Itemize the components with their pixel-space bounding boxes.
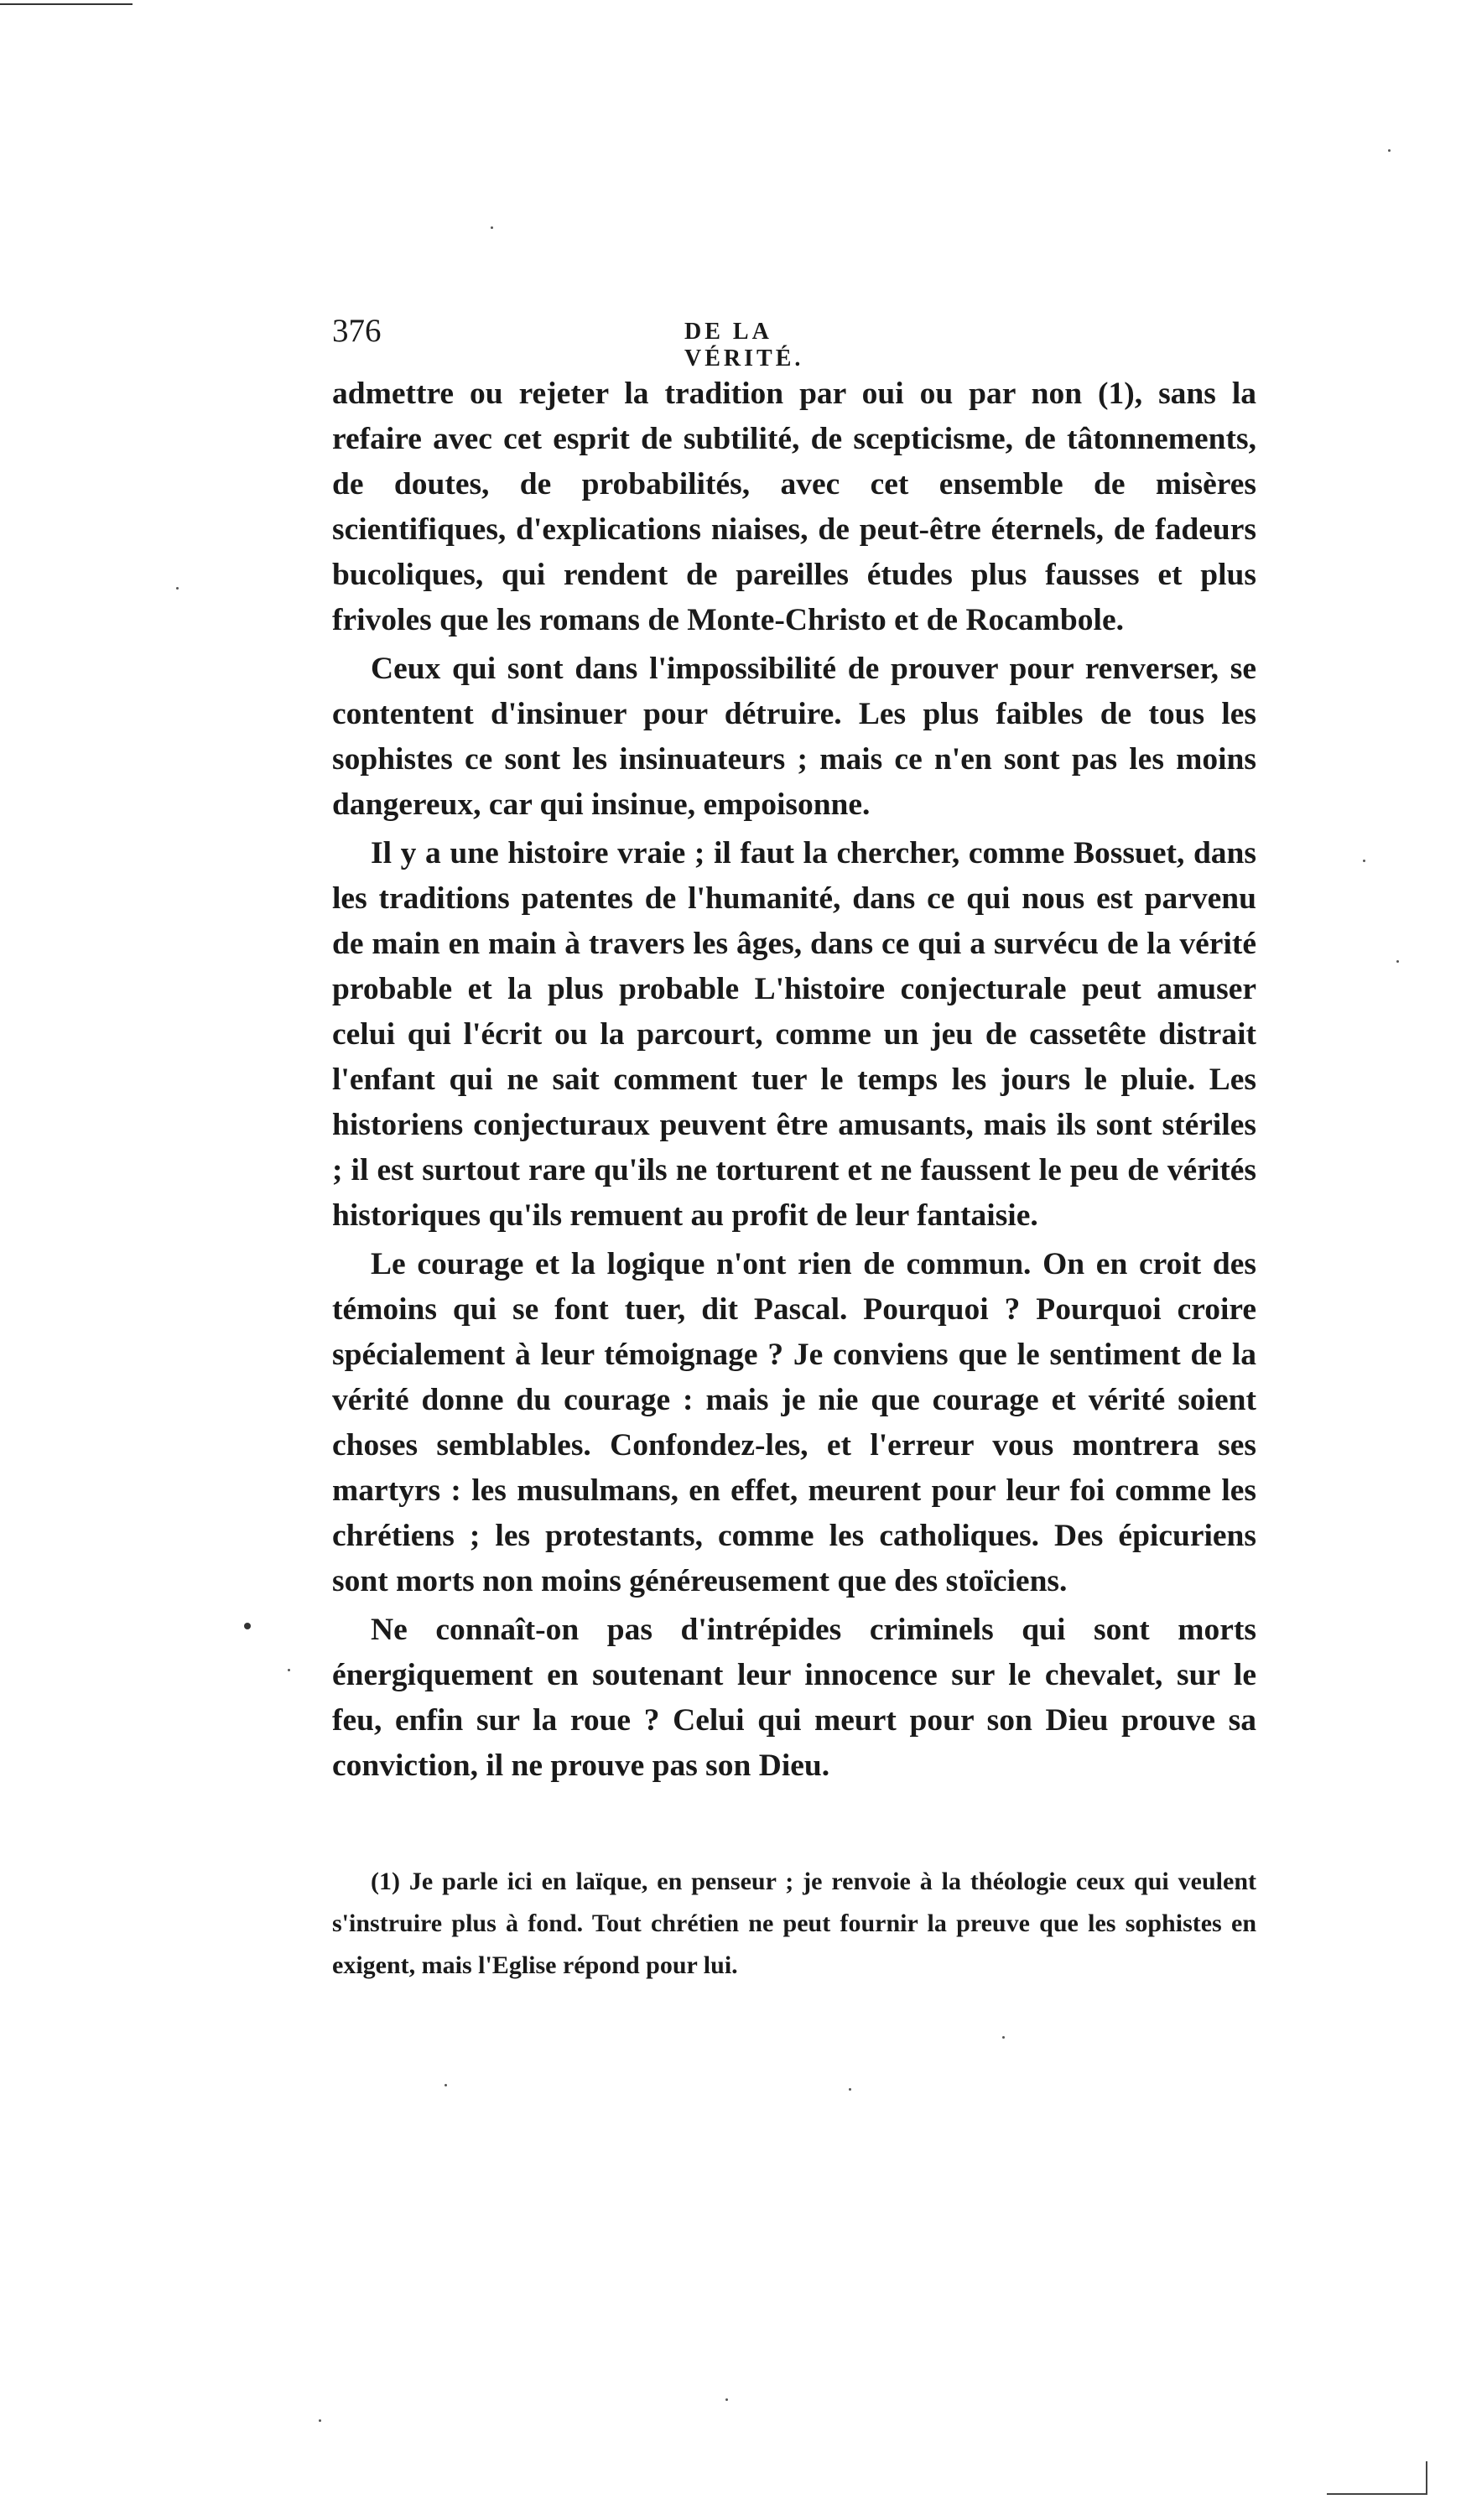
scan-speck xyxy=(176,587,179,590)
scan-speck xyxy=(849,2088,851,2091)
scan-speck xyxy=(319,2419,321,2422)
corner-crop-mark xyxy=(1327,2493,1427,2495)
paragraph: admettre ou rejeter la tradition par oui ou par non (1), sans la refaire avec cet esprit de subtilité, de scepticisme, de tâtonnements, de doutes, de probabilités, avec cet ensemble de misères scientifiques, d'explications niaises, de peut-être éternels, de fadeurs bucoliques, qui rendent de pareilles études plus fausses et plus frivoles que les romans de Monte-Christo et de Rocambole. xyxy=(332,377,1256,637)
paragraph: Il y a une histoire vraie ; il faut la chercher, comme Bossuet, dans les traditions patentes de l'humanité, dans ce qui nous est parvenu de main en main à travers les âges, dans ce qui a survécu de la vérité probable et la plus probable L'histoire conjecturale peut amuser celui qui l'écrit ou la parcourt, comme un jeu de cassetête distrait l'enfant qui ne sait comment tuer le temps les jours le pluie. Les historiens conjecturaux peuvent être amusants, mais ils sont stériles ; il est surtout rare qu'ils ne torturent et ne faussent le peu de vérités historiques qu'ils remuent au profit de leur fantaisie. xyxy=(332,836,1256,1233)
paragraph: Ne connaît-on pas d'intrépides criminels qui sont morts énergiquement en soutenant leur innocence sur le chevalet, sur le feu, enfin sur la roue ? Celui qui meurt pour son Dieu prouve sa conviction, il ne prouve pas son Dieu. xyxy=(332,1613,1256,1783)
scan-speck xyxy=(1363,860,1365,862)
page-header xyxy=(332,312,896,372)
corner-crop-mark xyxy=(1426,2461,1427,2495)
scan-speck xyxy=(1002,2036,1005,2039)
scan-speck xyxy=(244,1623,251,1629)
scan-speck xyxy=(445,2084,447,2086)
body-text xyxy=(332,372,1256,1789)
scan-speck xyxy=(1396,960,1399,963)
scan-speck xyxy=(1388,149,1391,152)
paragraph: Ceux qui sont dans l'impossibilité de prouver pour renverser, se contentent d'insinuer pour détruire. Les plus faibles de tous les sophistes ce sont les insinuateurs ; mais ce n'en sont pas les moins dangereux, car qui insinue, empoisonne. xyxy=(332,652,1256,822)
page-number: 376 xyxy=(332,313,382,349)
top-edge-rule xyxy=(0,3,133,5)
paragraph: Le courage et la logique n'ont rien de commun. On en croit des témoins qui se font tuer, dit Pascal. Pourquoi ? Pourquoi croire spécialement à leur témoignage ? Je conviens que le sentiment de la vérité donne du courage : mais je nie que courage et vérité soient choses semblables. Confondez-les, et l'erreur vous montrera ses martyrs : les musulmans, en effet, meurent pour leur foi comme les chrétiens ; les protestants, comme les catholiques. Des épicuriens sont morts non moins généreusement que des stoïciens. xyxy=(332,1247,1256,1598)
scan-speck xyxy=(491,226,493,229)
scan-speck xyxy=(288,1669,290,1671)
footnote: (1) Je parle ici en laïque, en penseur ; je renvoie à la théologie ceux qui veulent s'instruire plus à fond. Tout chrétien ne peut fournir la preuve que les sophistes en exigent, mais l'Eglise répond pour lui. xyxy=(332,1868,1256,1979)
running-head: DE LA VÉRITÉ. xyxy=(684,319,804,372)
scan-speck xyxy=(725,2398,728,2401)
